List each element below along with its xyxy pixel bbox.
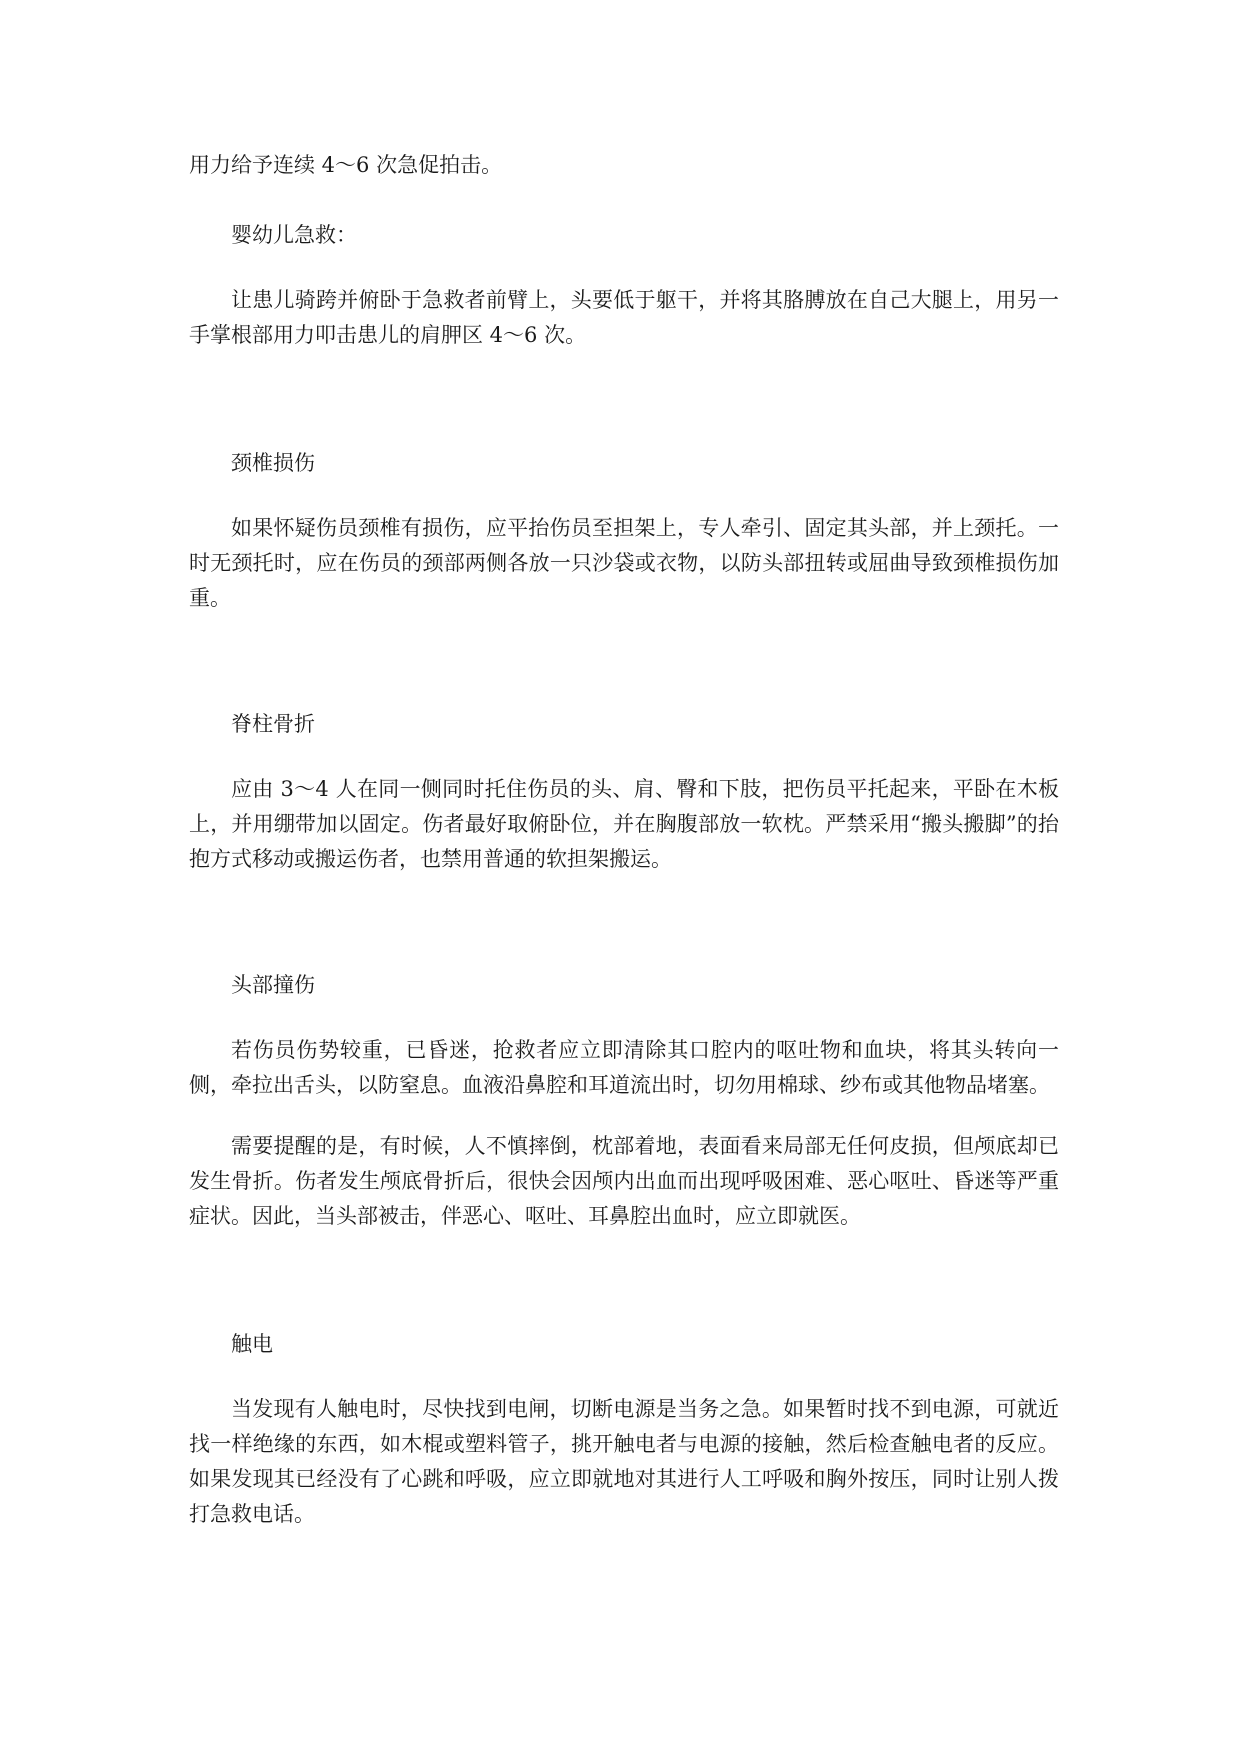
paragraph-head-injury-treatment: 若伤员伤势较重，已昏迷，抢救者应立即清除其口腔内的呕吐物和血块，将其头转向一侧，牵拉出舌头，以防窒息。血液沿鼻腔和耳道流出时，切勿用棉球、纱布或其他物品堵塞。 xyxy=(189,1038,1059,1097)
paragraph-skull-fracture-warning: 需要提醒的是，有时候，人不慎摔倒，枕部着地，表面看来局部无任何皮损，但颅底却已发生骨折。伤者发生颅底骨折后，很快会因颅内出血而出现呼吸困难、恶心呕吐、昏迷等严重症状。因此，当头部被击，伴恶心、呕吐、耳鼻腔出血时，应立即就医。 xyxy=(189,1134,1059,1228)
paragraph-spinal-fracture: 应由 3～4 人在同一侧同时托住伤员的头、肩、臀和下肢，把伤员平托起来，平卧在木板上，并用绷带加以固定。伤者最好取俯卧位，并在胸腹部放一软枕。严禁采用“搬头搬脚”的抬抱方式移动或搬运伤者，也禁用普通的软担架搬运。 xyxy=(189,777,1059,871)
heading-cervical-injury: 颈椎损伤 xyxy=(231,451,315,475)
paragraph-infant-first-aid: 让患儿骑跨并俯卧于急救者前臂上，头要低于躯干，并将其胳膊放在自己大腿上，用另一手掌根部用力叩击患儿的肩胛区 4～6 次。 xyxy=(189,288,1059,347)
heading-infant-first-aid: 婴幼儿急救： xyxy=(231,223,357,247)
heading-head-injury: 头部撞伤 xyxy=(231,973,315,997)
paragraph-back-blows: 用力给予连续 4～6 次急促拍击。 xyxy=(189,153,503,177)
paragraph-electric-shock: 当发现有人触电时，尽快找到电闸，切断电源是当务之急。如果暂时找不到电源，可就近找一样绝缘的东西，如木棍或塑料管子，挑开触电者与电源的接触，然后检查触电者的反应。如果发现其已经没有了心跳和呼吸，应立即就地对其进行人工呼吸和胸外按压，同时让别人拨打急救电话。 xyxy=(189,1397,1059,1526)
paragraph-cervical-injury: 如果怀疑伤员颈椎有损伤，应平抬伤员至担架上，专人牵引、固定其头部，并上颈托。一时无颈托时，应在伤员的颈部两侧各放一只沙袋或衣物，以防头部扭转或屈曲导致颈椎损伤加重。 xyxy=(189,516,1059,610)
heading-spinal-fracture: 脊柱骨折 xyxy=(231,712,315,736)
heading-electric-shock: 触电 xyxy=(231,1332,273,1356)
